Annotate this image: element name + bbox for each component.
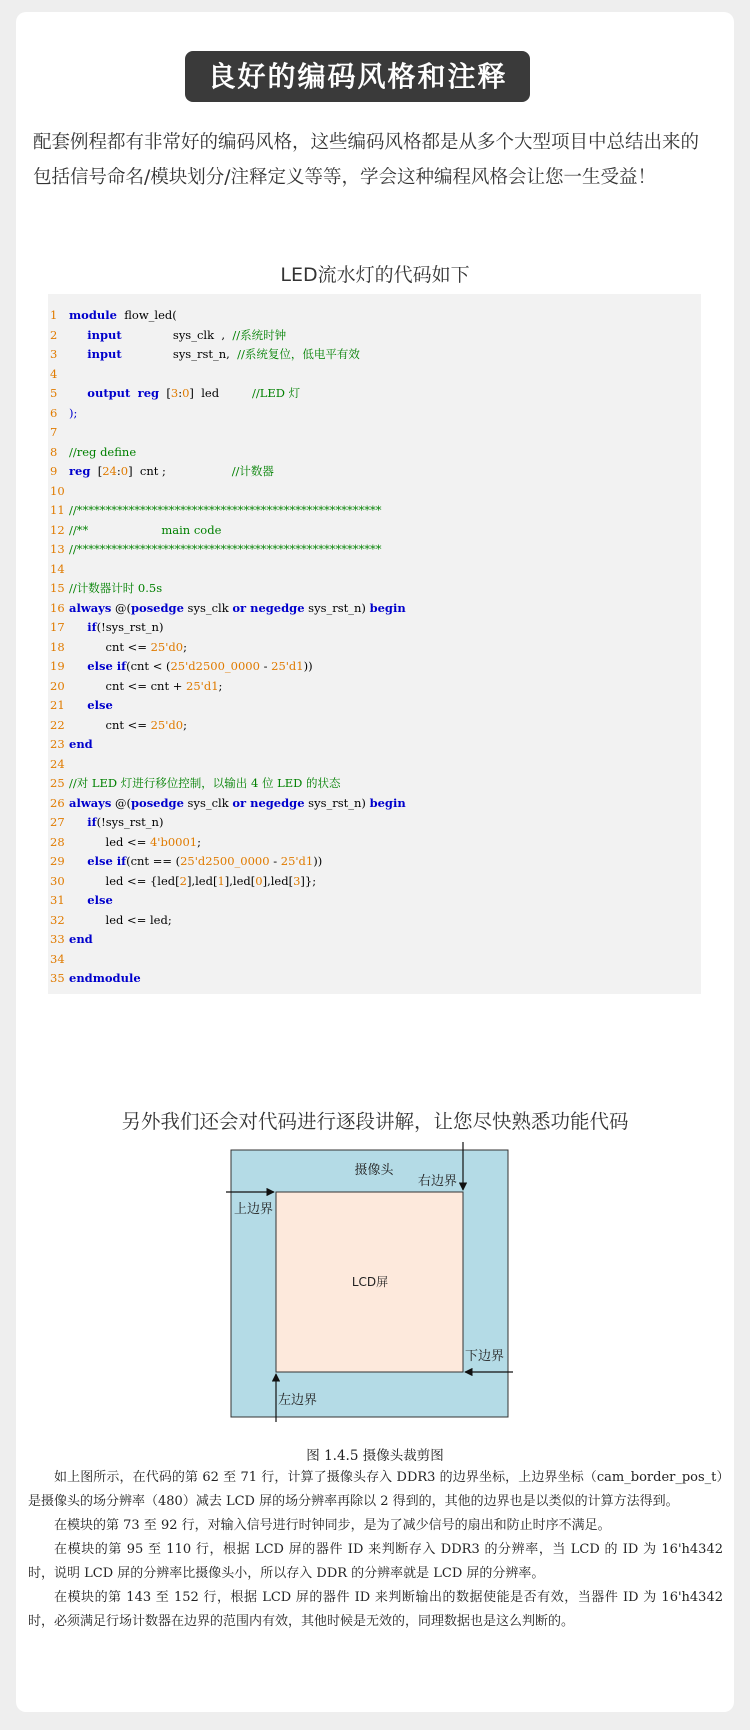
line-number: 3 xyxy=(50,347,58,361)
code-text: endmodule xyxy=(69,971,141,985)
line-number: 31 xyxy=(50,893,65,907)
code-text: end xyxy=(69,737,93,751)
code-text: output reg [3:0] led //LED 灯 xyxy=(87,386,301,400)
line-number: 9 xyxy=(50,464,58,478)
code-text: always @(posedge sys_clk or negedge sys_rst_n) begin xyxy=(69,795,406,810)
code-text: input sys_rst_n, //系统复位，低电平有效 xyxy=(87,347,360,361)
line-number: 33 xyxy=(50,932,65,946)
line-number: 23 xyxy=(50,737,65,751)
line-number: 30 xyxy=(50,873,65,888)
camera-crop-diagram xyxy=(16,12,734,1442)
code-text: //** main code xyxy=(69,522,222,537)
line-number: 20 xyxy=(50,678,65,693)
page-title: 良好的编码风格和注释 xyxy=(185,51,530,102)
line-number: 17 xyxy=(50,620,65,634)
line-number: 32 xyxy=(50,912,65,927)
code-text: else xyxy=(87,698,113,712)
line-number: 10 xyxy=(50,483,65,498)
line-number: 14 xyxy=(50,561,65,576)
code-text: //***************************************************** xyxy=(69,542,382,556)
left-border-label: 左边界 xyxy=(278,1393,318,1408)
line-number: 6 xyxy=(50,405,58,420)
code-text: else xyxy=(87,893,113,907)
line-number: 22 xyxy=(50,717,65,732)
intro-line-2: 包括信号命名/模块划分/注释定义等等，学会这种编程风格会让您一生受益！ xyxy=(33,167,656,188)
bottom-border-label: 下边界 xyxy=(465,1349,505,1364)
explanation-paragraph: 在模块的第 95 至 110 行，根据 LCD 屏的器件 ID 来判断存入 DDR3 的分辨率，当 LCD 的 ID 为 16'h4342 时，说明 LCD 屏的分辨率比摄像头小，所以存入 DDR 的分辨率就是 LCD 屏的分辨率。 xyxy=(28,1542,723,1581)
line-number: 4 xyxy=(50,366,58,381)
line-number: 5 xyxy=(50,386,58,400)
code-text: cnt <= 25'd0; xyxy=(69,639,187,654)
code-text: //计数器计时 0.5s xyxy=(69,581,163,595)
line-number: 11 xyxy=(50,503,65,517)
line-number: 26 xyxy=(50,795,65,810)
intro-line-1: 配套例程都有非常好的编码风格，这些编码风格都是从多个大型项目中总结出来的 xyxy=(33,132,700,153)
line-number: 25 xyxy=(50,776,65,790)
code-text: cnt <= 25'd0; xyxy=(69,717,187,732)
explanation-text xyxy=(28,1466,723,1634)
code-text: input sys_clk , //系统时钟 xyxy=(87,327,287,342)
code-text: else if(cnt == (25'd2500_0000 - 25'd1)) xyxy=(87,854,323,868)
explanation-paragraph: 在模块的第 143 至 152 行，根据 LCD 屏的器件 ID 来判断输出的数据使能是否有效，当器件 ID 为 16'h4342 时，必须满足行场计数器在边界的范围内有效，其他时候是无效的，同理数据也是这么判断的。 xyxy=(28,1590,723,1629)
explanation-paragraph: 如上图所示，在代码的第 62 至 71 行，计算了摄像头存入 DDR3 的边界坐标，上边界坐标（cam_border_pos_t）是摄像头的场分辨率（480）减去 LCD 屏的场分辨率再除以 2 得到的，其他的边界也是以类似的计算方法得到。 xyxy=(28,1470,723,1509)
code-text: end xyxy=(69,932,93,946)
code-text: led <= {led[2],led[1],led[0],led[3]}; xyxy=(69,873,317,888)
code-text: cnt <= cnt + 25'd1; xyxy=(69,678,223,693)
line-number: 12 xyxy=(50,522,65,537)
code-text: always @(posedge sys_clk or negedge sys_rst_n) begin xyxy=(69,600,406,615)
top-border-label: 上边界 xyxy=(234,1202,274,1217)
explanation-paragraph: 在模块的第 73 至 92 行，对输入信号进行时钟同步，是为了减少信号的扇出和防止时序不满足。 xyxy=(54,1518,611,1533)
figure-caption: 图 1.4.5 摄像头裁剪图 xyxy=(306,1448,444,1464)
code-section-title: LED流水灯的代码如下 xyxy=(280,264,470,286)
line-number: 27 xyxy=(50,815,65,829)
line-number: 2 xyxy=(50,327,58,342)
code-text: ); xyxy=(69,405,78,420)
line-number: 21 xyxy=(50,698,65,712)
code-text: reg [24:0] cnt ; //计数器 xyxy=(69,464,274,478)
explain-section-title: 另外我们还会对代码进行逐段讲解，让您尽快熟悉功能代码 xyxy=(121,1110,629,1133)
line-number: 13 xyxy=(50,542,65,556)
code-text: if(!sys_rst_n) xyxy=(87,620,164,634)
code-text: led <= led; xyxy=(69,912,172,927)
code-text: if(!sys_rst_n) xyxy=(87,815,164,829)
code-text: //reg define xyxy=(69,444,137,459)
line-number: 15 xyxy=(50,581,65,595)
line-number: 1 xyxy=(50,308,58,322)
line-number: 16 xyxy=(50,600,65,615)
code-text: else if(cnt < (25'd2500_0000 - 25'd1)) xyxy=(87,659,313,673)
code-text: led <= 4'b0001; xyxy=(69,834,201,849)
line-number: 18 xyxy=(50,639,65,654)
line-number: 28 xyxy=(50,834,65,849)
line-number: 29 xyxy=(50,854,65,868)
code-text: //***************************************************** xyxy=(69,503,382,517)
line-number: 24 xyxy=(50,756,65,771)
line-number: 35 xyxy=(50,971,65,985)
code-text: module flow_led( xyxy=(69,308,177,322)
right-border-label: 右边界 xyxy=(418,1174,458,1189)
code-text: //对 LED 灯进行移位控制，以输出 4 位 LED 的状态 xyxy=(69,776,341,790)
lcd-label: LCD屏 xyxy=(351,1275,389,1289)
line-number: 19 xyxy=(50,659,65,673)
camera-label: 摄像头 xyxy=(354,1163,394,1178)
line-number: 7 xyxy=(50,425,58,439)
content-card xyxy=(16,12,734,1712)
line-number: 34 xyxy=(50,951,65,966)
line-number: 8 xyxy=(50,444,58,459)
